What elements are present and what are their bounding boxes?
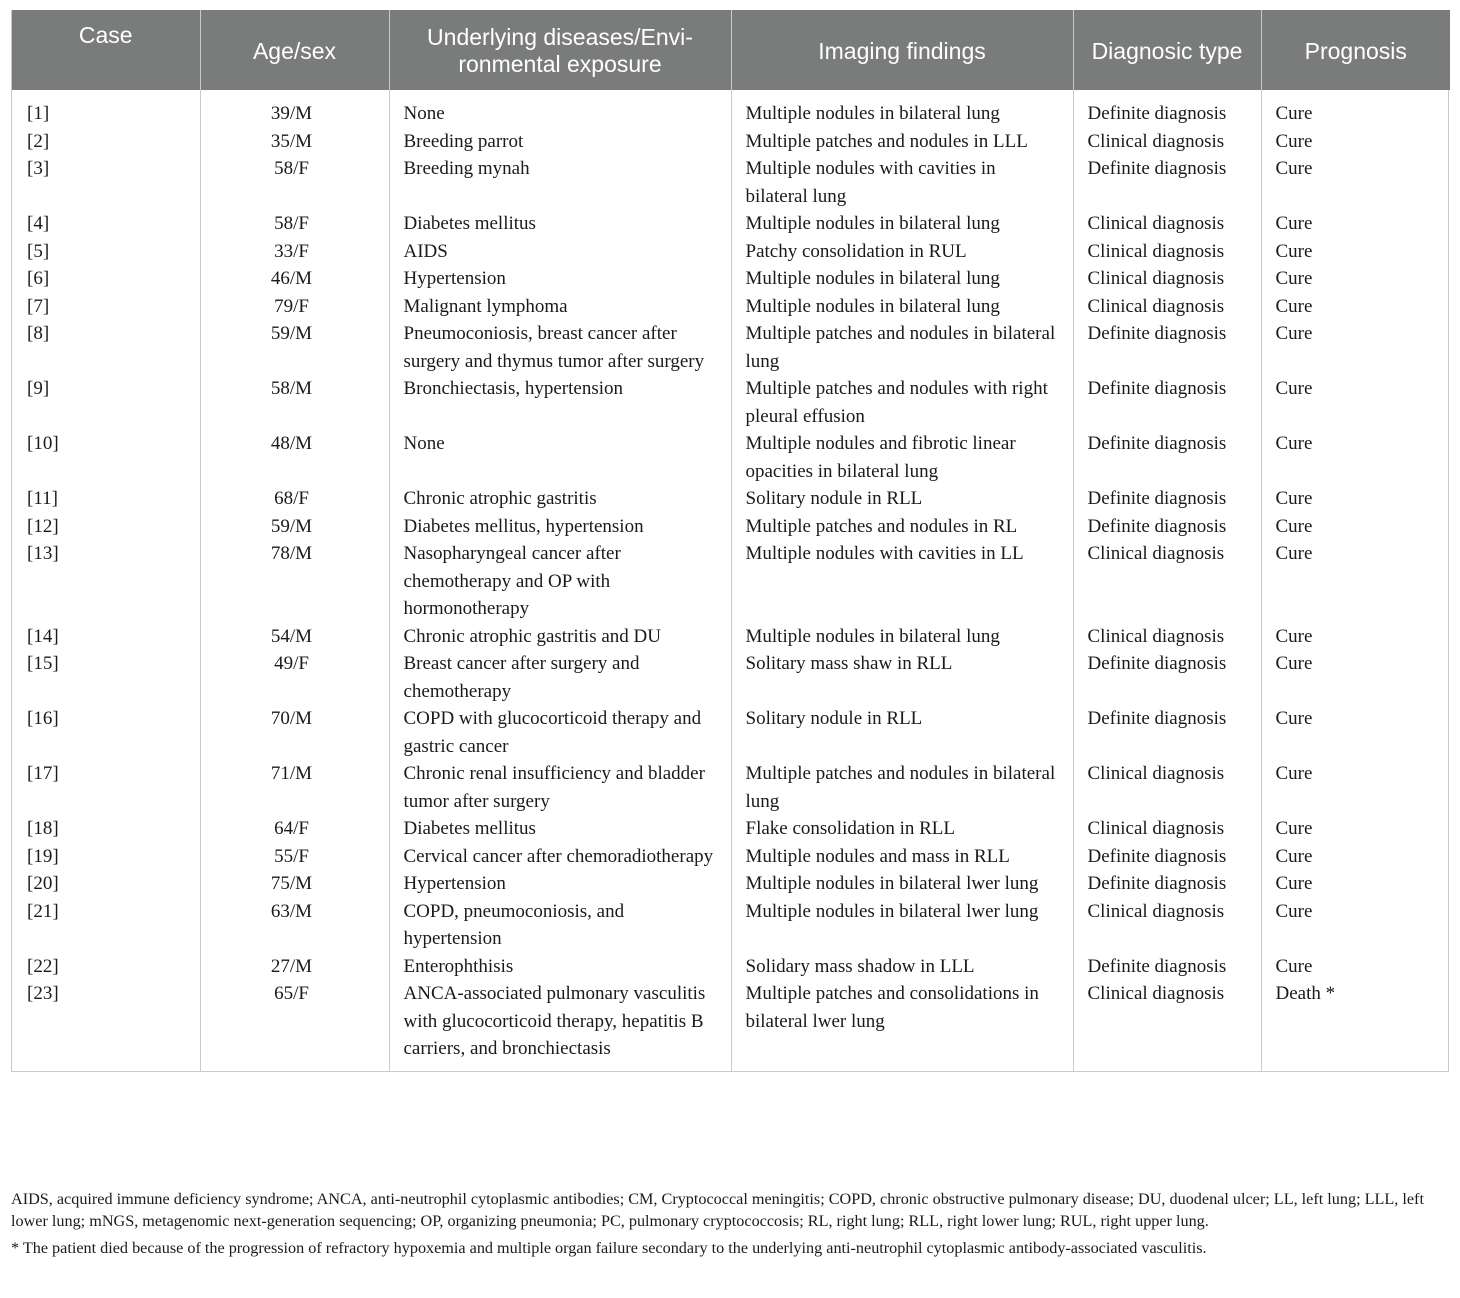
cell-diagnostic-type: Clinical diagnosis	[1073, 238, 1261, 266]
header-case: Case	[12, 10, 200, 90]
cell-case: [11]	[27, 488, 58, 509]
cell-underlying: None	[389, 90, 731, 128]
cell-imaging: Multiple nodules with cavities in bilateral lung	[731, 155, 1073, 210]
cell-diagnostic-type: Definite diagnosis	[1073, 953, 1261, 981]
cell-underlying: None	[389, 430, 731, 485]
cell-underlying: Breast cancer after surgery and chemotherapy	[389, 650, 731, 705]
cell-imaging: Multiple patches and consolidations in bilateral lwer lung	[731, 980, 1073, 1071]
cell-imaging: Multiple patches and nodules in bilateral lung	[731, 760, 1073, 815]
cell-underlying: Chronic renal insufficiency and bladder tumor after surgery	[389, 760, 731, 815]
cell-imaging: Multiple nodules and mass in RLL	[731, 843, 1073, 871]
cell-underlying: Hypertension	[389, 265, 731, 293]
header-row	[12, 10, 1450, 90]
cell-case: [21]	[27, 900, 59, 922]
cell-prognosis: Cure	[1261, 705, 1450, 760]
table-row	[12, 265, 1450, 293]
cell-case: [4]	[27, 213, 50, 234]
cell-imaging: Multiple nodules in bilateral lung	[731, 293, 1073, 321]
cell-imaging: Solitary mass shaw in RLL	[731, 650, 1073, 705]
table-row	[12, 320, 1450, 375]
case-table-container	[11, 10, 1449, 1072]
cell-diagnostic-type: Clinical diagnosis	[1073, 980, 1261, 1071]
cell-imaging: Multiple patches and nodules with right pleural effusion	[731, 375, 1073, 430]
cell-case: [14]	[27, 625, 59, 647]
cell-diagnostic-type: Definite diagnosis	[1073, 870, 1261, 898]
cell-case: [6]	[27, 268, 50, 289]
cell-prognosis: Cure	[1261, 815, 1450, 843]
cell-diagnostic-type: Clinical diagnosis	[1073, 265, 1261, 293]
cell-diagnostic-type: Clinical diagnosis	[1073, 210, 1261, 238]
cell-age-sex: 49/F	[200, 650, 389, 705]
table-row	[12, 953, 1450, 981]
table-row	[12, 430, 1450, 485]
cell-imaging: Multiple nodules in bilateral lwer lung	[731, 898, 1073, 953]
cell-prognosis: Cure	[1261, 293, 1450, 321]
cell-imaging: Patchy consolidation in RUL	[731, 238, 1073, 266]
cell-age-sex: 59/M	[200, 320, 389, 375]
cell-case: [7]	[27, 295, 50, 317]
cell-underlying: Diabetes mellitus	[389, 210, 731, 238]
cell-age-sex: 64/F	[200, 815, 389, 843]
cell-imaging: Multiple nodules in bilateral lwer lung	[731, 870, 1073, 898]
cell-age-sex: 35/M	[200, 128, 389, 156]
cell-diagnostic-type: Definite diagnosis	[1073, 375, 1261, 430]
cell-prognosis: Cure	[1261, 953, 1450, 981]
cell-underlying: COPD, pneumoconiosis, and hypertension	[389, 898, 731, 953]
cell-prognosis: Cure	[1261, 760, 1450, 815]
cell-prognosis: Cure	[1261, 540, 1450, 623]
cell-case: [2]	[27, 130, 50, 152]
cell-underlying: ANCA-associated pulmonary vasculitis with glucocorticoid therapy, hepatitis B carriers, and bronchiectasis	[389, 980, 731, 1071]
cell-case: [9]	[27, 378, 50, 399]
cell-diagnostic-type: Clinical diagnosis	[1073, 760, 1261, 815]
cell-age-sex: 71/M	[200, 760, 389, 815]
cell-underlying: AIDS	[389, 238, 731, 266]
cell-imaging: Multiple nodules in bilateral lung	[731, 90, 1073, 128]
cell-underlying: Chronic atrophic gastritis and DU	[389, 623, 731, 651]
cell-imaging: Multiple patches and nodules in LLL	[731, 128, 1073, 156]
cell-prognosis: Cure	[1261, 870, 1450, 898]
cell-case: [17]	[27, 763, 59, 784]
cell-age-sex: 70/M	[200, 705, 389, 760]
cell-underlying: Breeding mynah	[389, 155, 731, 210]
cell-age-sex: 78/M	[200, 540, 389, 623]
cell-age-sex: 33/F	[200, 238, 389, 266]
header-prognosis: Prognosis	[1261, 10, 1450, 90]
cell-age-sex: 65/F	[200, 980, 389, 1071]
cell-diagnostic-type: Definite diagnosis	[1073, 650, 1261, 705]
cell-case: [13]	[27, 543, 59, 564]
cell-diagnostic-type: Definite diagnosis	[1073, 155, 1261, 210]
cell-case: [15]	[27, 653, 59, 674]
cell-age-sex: 39/M	[200, 90, 389, 128]
table-row	[12, 238, 1450, 266]
cell-prognosis: Cure	[1261, 623, 1450, 651]
table-notes	[11, 1188, 1451, 1259]
cell-age-sex: 58/F	[200, 155, 389, 210]
cell-diagnostic-type: Clinical diagnosis	[1073, 815, 1261, 843]
cell-diagnostic-type: Definite diagnosis	[1073, 843, 1261, 871]
table-header	[12, 10, 1450, 90]
cell-prognosis: Cure	[1261, 320, 1450, 375]
cell-case: [16]	[27, 708, 59, 729]
cell-case: [19]	[27, 845, 59, 867]
cell-underlying: Chronic atrophic gastritis	[389, 485, 731, 513]
table-row	[12, 155, 1450, 210]
cell-imaging: Multiple patches and nodules in bilateral lung	[731, 320, 1073, 375]
cell-case: [12]	[27, 515, 59, 537]
cell-imaging: Multiple nodules in bilateral lung	[731, 265, 1073, 293]
cell-prognosis: Cure	[1261, 430, 1450, 485]
cell-prognosis: Cure	[1261, 90, 1450, 128]
table-row	[12, 623, 1450, 651]
cell-prognosis: Cure	[1261, 155, 1450, 210]
cell-diagnostic-type: Definite diagnosis	[1073, 430, 1261, 485]
cell-age-sex: 75/M	[200, 870, 389, 898]
cell-prognosis: Cure	[1261, 485, 1450, 513]
cell-prognosis: Cure	[1261, 265, 1450, 293]
cell-imaging: Solitary nodule in RLL	[731, 705, 1073, 760]
cell-imaging: Solidary mass shadow in LLL	[731, 953, 1073, 981]
cell-underlying: Breeding parrot	[389, 128, 731, 156]
cell-underlying: Pneumoconiosis, breast cancer after surgery and thymus tumor after surgery	[389, 320, 731, 375]
cell-age-sex: 54/M	[200, 623, 389, 651]
table-row	[12, 513, 1450, 541]
cell-imaging: Multiple nodules and fibrotic linear opacities in bilateral lung	[731, 430, 1073, 485]
cell-diagnostic-type: Definite diagnosis	[1073, 320, 1261, 375]
cell-case: [3]	[27, 158, 50, 179]
cell-age-sex: 79/F	[200, 293, 389, 321]
table-row	[12, 870, 1450, 898]
cell-underlying: Hypertension	[389, 870, 731, 898]
cell-prognosis: Cure	[1261, 898, 1450, 953]
cell-underlying: Bronchiectasis, hypertension	[389, 375, 731, 430]
cell-age-sex: 59/M	[200, 513, 389, 541]
cell-imaging: Multiple patches and nodules in RL	[731, 513, 1073, 541]
table-row	[12, 980, 1450, 1071]
cell-prognosis: Cure	[1261, 210, 1450, 238]
table-row	[12, 760, 1450, 815]
cell-imaging: Solitary nodule in RLL	[731, 485, 1073, 513]
table-row	[12, 540, 1450, 623]
cell-underlying: Enterophthisis	[389, 953, 731, 981]
table-row	[12, 843, 1450, 871]
cell-age-sex: 48/M	[200, 430, 389, 485]
table-row	[12, 650, 1450, 705]
cell-underlying: Diabetes mellitus	[389, 815, 731, 843]
table-body	[12, 90, 1450, 1071]
table-row	[12, 815, 1450, 843]
cell-diagnostic-type: Definite diagnosis	[1073, 90, 1261, 128]
cell-prognosis: Cure	[1261, 843, 1450, 871]
cell-diagnostic-type: Clinical diagnosis	[1073, 293, 1261, 321]
death-footnote: * The patient died because of the progression of refractory hypoxemia and multiple organ failure secondary to the underlying anti-neutrophil cytoplasmic antibody-associated vasculitis.	[11, 1239, 1207, 1257]
cell-diagnostic-type: Definite diagnosis	[1073, 513, 1261, 541]
cell-case: [10]	[27, 433, 59, 454]
cell-underlying: Diabetes mellitus, hypertension	[389, 513, 731, 541]
table-row	[12, 705, 1450, 760]
table-row	[12, 485, 1450, 513]
cell-imaging: Multiple nodules in bilateral lung	[731, 623, 1073, 651]
case-table	[12, 10, 1450, 1071]
cell-prognosis: Cure	[1261, 513, 1450, 541]
cell-diagnostic-type: Clinical diagnosis	[1073, 540, 1261, 623]
cell-prognosis: Cure	[1261, 375, 1450, 430]
table-row	[12, 293, 1450, 321]
cell-underlying: COPD with glucocorticoid therapy and gastric cancer	[389, 705, 731, 760]
cell-diagnostic-type: Definite diagnosis	[1073, 485, 1261, 513]
table-row	[12, 128, 1450, 156]
cell-diagnostic-type: Clinical diagnosis	[1073, 128, 1261, 156]
cell-prognosis: Death *	[1261, 980, 1450, 1071]
cell-case: [1]	[27, 103, 50, 124]
cell-underlying: Malignant lymphoma	[389, 293, 731, 321]
cell-age-sex: 68/F	[200, 485, 389, 513]
table-row	[12, 375, 1450, 430]
cell-case: [23]	[27, 983, 59, 1004]
cell-prognosis: Cure	[1261, 128, 1450, 156]
cell-imaging: Multiple nodules in bilateral lung	[731, 210, 1073, 238]
cell-diagnostic-type: Clinical diagnosis	[1073, 623, 1261, 651]
cell-imaging: Flake consolidation in RLL	[731, 815, 1073, 843]
cell-underlying: Cervical cancer after chemoradiotherapy	[389, 843, 731, 871]
cell-prognosis: Cure	[1261, 650, 1450, 705]
cell-case: [8]	[27, 323, 50, 344]
cell-diagnostic-type: Definite diagnosis	[1073, 705, 1261, 760]
table-row	[12, 210, 1450, 238]
table-row	[12, 90, 1450, 128]
table-row	[12, 898, 1450, 953]
table-frame	[11, 10, 1449, 1072]
cell-age-sex: 58/F	[200, 210, 389, 238]
cell-age-sex: 46/M	[200, 265, 389, 293]
cell-underlying: Nasopharyngeal cancer after chemotherapy and OP with hormonotherapy	[389, 540, 731, 623]
header-age-sex: Age/sex	[200, 10, 389, 90]
cell-age-sex: 55/F	[200, 843, 389, 871]
header-diagnostic-type: Diagnosic type	[1073, 10, 1261, 90]
cell-case: [22]	[27, 955, 59, 977]
cell-prognosis: Cure	[1261, 238, 1450, 266]
cell-age-sex: 63/M	[200, 898, 389, 953]
cell-imaging: Multiple nodules with cavities in LL	[731, 540, 1073, 623]
cell-diagnostic-type: Clinical diagnosis	[1073, 898, 1261, 953]
cell-case: [18]	[27, 818, 59, 839]
cell-case: [20]	[27, 873, 59, 894]
cell-age-sex: 58/M	[200, 375, 389, 430]
abbreviations-note: AIDS, acquired immune deficiency syndrome; ANCA, anti-neutrophil cytoplasmic antibodies; CM, Cryptococcal meningitis; COPD, chronic obstructive pulmonary disease; DU, duodenal ulcer; LL, left lung; LLL, left lower lung; mNGS, metagenomic next-generation sequencing; OP, organizing pneumonia; PC, pulmonary cryptococcosis; RL, right lung; RLL, right lower lung; RUL, right upper lung.	[11, 1190, 1424, 1230]
header-underlying: Underlying diseases/Envi-ronmental exposure	[389, 10, 731, 90]
cell-age-sex: 27/M	[200, 953, 389, 981]
cell-case: [5]	[27, 240, 50, 262]
header-imaging: Imaging findings	[731, 10, 1073, 90]
